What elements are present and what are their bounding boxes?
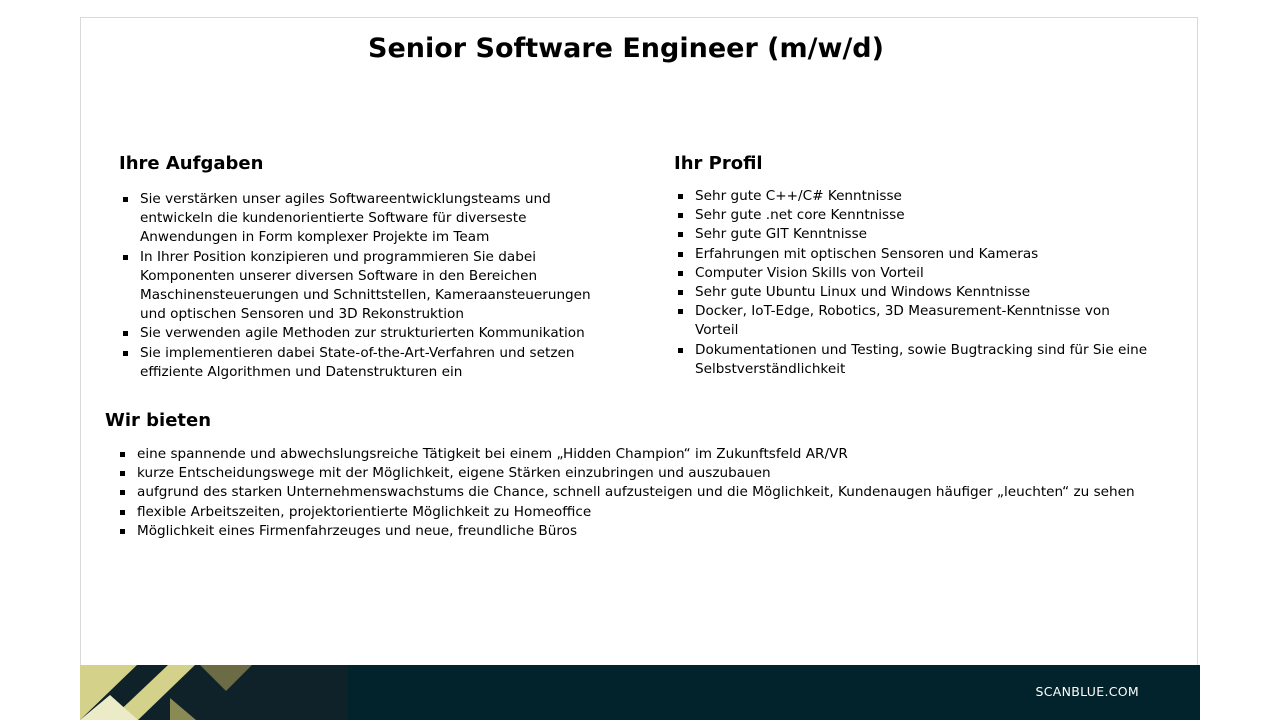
list-item: Sehr gute .net core Kenntnisse	[674, 206, 1154, 225]
list-item: Erfahrungen mit optischen Sensoren und Kameras	[674, 245, 1154, 264]
list-item: Dokumentationen und Testing, sowie Bugtracking sind für Sie eine Selbstverständlichkeit	[674, 341, 1154, 379]
aufgaben-heading: Ihre Aufgaben	[119, 153, 264, 174]
profil-list	[674, 187, 1154, 379]
list-item: Möglichkeit eines Firmenfahrzeuges und neue, freundliche Büros	[116, 522, 1156, 541]
bieten-heading: Wir bieten	[105, 410, 212, 431]
footer-brand-link[interactable]: SCANBLUE.COM	[1035, 684, 1139, 699]
list-item: eine spannende und abwechslungsreiche Tätigkeit bei einem „Hidden Champion“ im Zukunftsfeld AR/VR	[116, 445, 1156, 464]
list-item: Sehr gute Ubuntu Linux und Windows Kenntnisse	[674, 283, 1154, 302]
footer-bar	[80, 665, 1200, 720]
list-item: Sehr gute GIT Kenntnisse	[674, 225, 1154, 244]
slide	[80, 17, 1198, 719]
list-item: Sehr gute C++/C# Kenntnisse	[674, 187, 1154, 206]
list-item: flexible Arbeitszeiten, projektorientierte Möglichkeit zu Homeoffice	[116, 503, 1156, 522]
list-item: Sie verstärken unser agiles Softwareentwicklungsteams und entwickeln die kundenorientierte Software für diverseste Anwendungen in Form komplexer Projekte im Team	[119, 190, 619, 248]
page-title: Senior Software Engineer (m/w/d)	[368, 33, 884, 64]
list-item: Computer Vision Skills von Vorteil	[674, 264, 1154, 283]
list-item: Sie implementieren dabei State-of-the-Art-Verfahren und setzen effiziente Algorithmen und Datenstrukturen ein	[119, 344, 619, 382]
footer-decoration	[80, 665, 348, 720]
list-item: kurze Entscheidungswege mit der Möglichkeit, eigene Stärken einzubringen und auszubauen	[116, 464, 1156, 483]
list-item: Docker, IoT-Edge, Robotics, 3D Measurement-Kenntnisse von Vorteil	[674, 302, 1154, 340]
profil-heading: Ihr Profil	[674, 153, 763, 174]
list-item: Sie verwenden agile Methoden zur strukturierten Kommunikation	[119, 324, 619, 343]
aufgaben-list	[119, 190, 619, 382]
list-item: aufgrund des starken Unternehmenswachstums die Chance, schnell aufzusteigen und die Möglichkeit, Kundenaugen häufiger „leuchten“ zu sehen	[116, 483, 1156, 502]
bieten-list	[116, 445, 1156, 541]
list-item: In Ihrer Position konzipieren und programmieren Sie dabei Komponenten unserer diversen Software in den Bereichen Maschinensteuerungen und Schnittstellen, Kameraansteuerungen und optischen Sensoren und 3D Rekonstruktion	[119, 248, 619, 325]
